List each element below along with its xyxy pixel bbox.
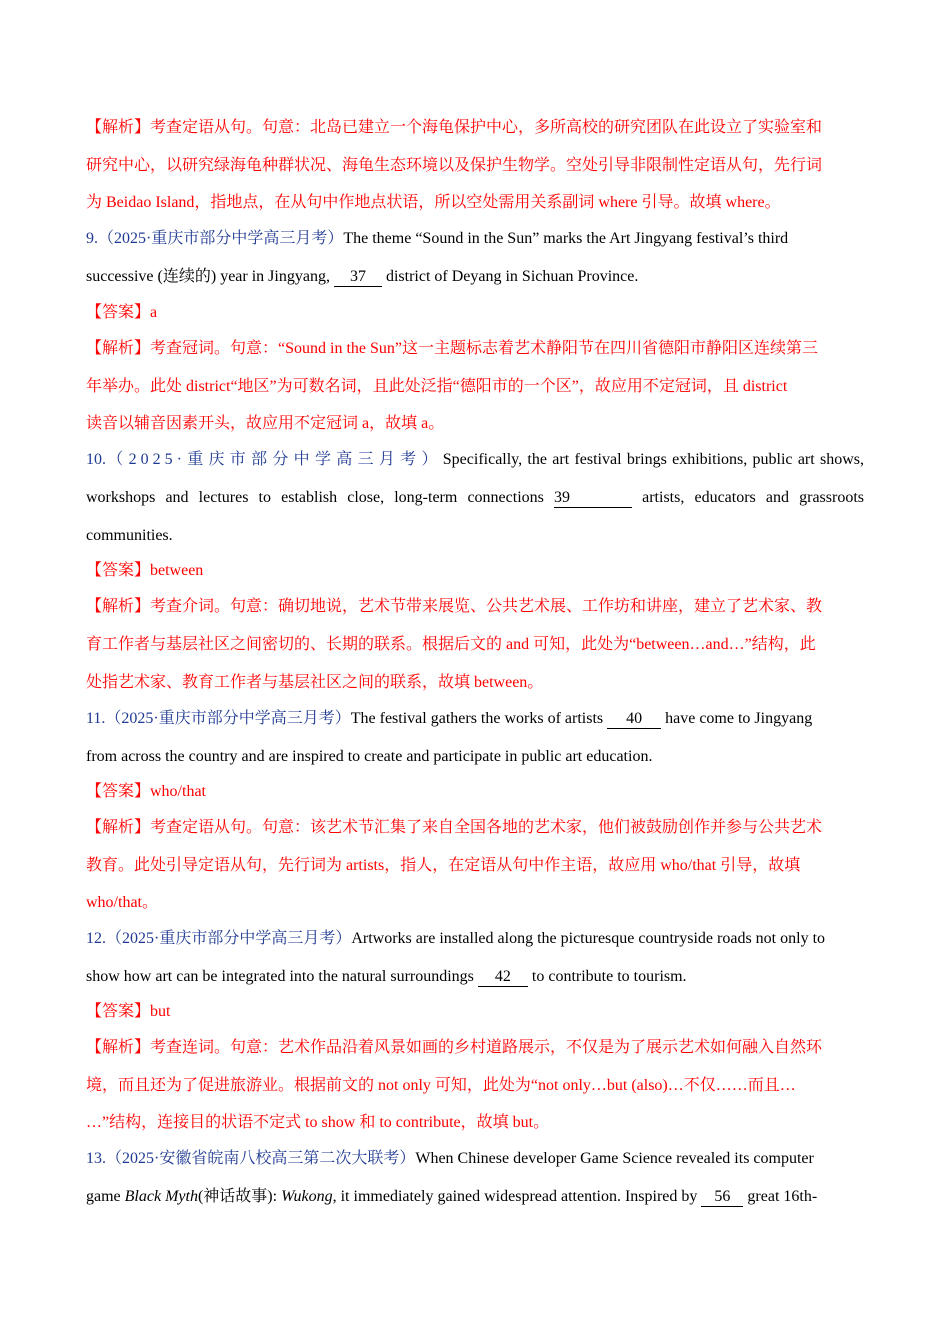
q10-text2b: artists, educators and grassroots: [632, 489, 864, 506]
q11-question-line2: from across the country and are inspired to create and participate in public art education.: [86, 748, 653, 765]
q12-answer: 【答案】but: [86, 1003, 171, 1020]
q10-blank: 39: [554, 489, 632, 508]
q9-analysis-line2: 年举办。此处 district“地区”为可数名词，且此处泛指“德阳市的一个区”，故应用不定冠词，且 district: [86, 378, 788, 395]
q10-analysis-line1: 【解析】考查介词。句意：确切地说，艺术节带来展览、公共艺术展、工作坊和讲座，建立了艺术家、教: [86, 598, 823, 615]
q11-text1a: The festival gathers the works of artists: [350, 710, 608, 727]
q13-game-title-part2: Wukong: [281, 1188, 333, 1205]
q10-question-line3: communities.: [86, 527, 173, 544]
q10-number: 10.: [86, 451, 106, 468]
q12-number: 12.: [86, 930, 106, 947]
q11-blank: 40: [607, 710, 661, 729]
q10-source: （2025·重庆市部分中学高三月考）: [106, 451, 443, 468]
q13-question-line2: [86, 1185, 864, 1209]
q12-question-line2: [86, 965, 864, 989]
q12-text2a: show how art can be integrated into the natural surroundings: [86, 968, 478, 985]
q10-analysis-line2: 育工作者与基层社区之间密切的、长期的联系。根据后文的 and 可知，此处为“between…and…”结构，此: [86, 636, 816, 653]
q10-question-line2: [86, 486, 864, 510]
q12-analysis-line2: 境，而且还为了促进旅游业。根据前文的 not only 可知，此处为“not only…but (also)…不仅……而且…: [86, 1077, 796, 1094]
q8-analysis-line3: 为 Beidao Island，指地点，在从句中作地点状语，所以空处需用关系副词 where 引导。故填 where。: [86, 194, 781, 211]
q9-text2a: successive (连续的) year in Jingyang,: [86, 268, 334, 285]
q11-text1b: have come to Jingyang: [661, 710, 813, 727]
q9-source: （2025·重庆市部分中学高三月考）: [98, 230, 344, 247]
q12-source: （2025·重庆市部分中学高三月考）: [106, 930, 352, 947]
q9-text2b: district of Deyang in Sichuan Province.: [381, 268, 639, 285]
q12-analysis-line1: 【解析】考查连词。句意：艺术作品沿着风景如画的乡村道路展示，不仅是为了展示艺术如何融入自然环: [86, 1039, 823, 1056]
q13-text2d: great 16th-: [743, 1188, 818, 1205]
q13-blank: 56: [701, 1188, 743, 1207]
q11-analysis-line3: who/that。: [86, 894, 158, 911]
q10-text2a: workshops and lectures to establish close, long-term connections: [86, 489, 554, 506]
q12-analysis-line3: …”结构，连接目的状语不定式 to show 和 to contribute，故填 but。: [86, 1114, 550, 1131]
q11-answer: 【答案】who/that: [86, 783, 206, 800]
q13-game-title-part1: Black Myth: [124, 1188, 198, 1205]
q9-answer: 【答案】a: [86, 304, 158, 321]
q11-question-line1: [86, 707, 864, 731]
q12-question-line1: [86, 927, 864, 951]
q12-text2b: to contribute to tourism.: [527, 968, 687, 985]
q10-analysis-line3: 处指艺术家、教育工作者与基层社区之间的联系，故填 between。: [86, 674, 544, 691]
q9-question-line2: [86, 265, 864, 289]
q11-number: 11.: [86, 710, 106, 727]
q10-text1: Specifically, the art festival brings exhibitions, public art shows,: [442, 451, 864, 468]
q8-analysis-line1: 【解析】考查定语从句。句意：北岛已建立一个海龟保护中心，多所高校的研究团队在此设立了实验室和: [86, 119, 823, 136]
q13-text2a: game: [86, 1188, 125, 1205]
q13-question-line1: [86, 1147, 864, 1171]
q13-text2b: (神话故事):: [197, 1188, 282, 1205]
q13-source: （2025·安徽省皖南八校高三第二次大联考）: [106, 1150, 416, 1167]
q11-source: （2025·重庆市部分中学高三月考）: [105, 710, 351, 727]
q9-analysis-line1: 【解析】考查冠词。句意：“Sound in the Sun”这一主题标志着艺术静阳节在四川省德阳市静阳区连续第三: [86, 340, 818, 357]
q12-blank: 42: [478, 968, 528, 987]
q10-answer: 【答案】between: [86, 562, 204, 579]
q9-number: 9.: [86, 230, 98, 247]
q9-analysis-line3: 读音以辅音因素开头，故应用不定冠词 a，故填 a。: [86, 415, 445, 432]
q8-analysis-line2: 研究中心，以研究绿海龟种群状况、海龟生态环境以及保护生物学。空处引导非限制性定语从句，先行词: [86, 157, 823, 174]
q10-question-line1: [86, 448, 864, 472]
q9-question-line1: [86, 227, 864, 251]
q11-analysis-line2: 教育。此处引导定语从句，先行词为 artists，指人，在定语从句中作主语，故应用 who/that 引导，故填: [86, 857, 801, 874]
q12-text1: Artworks are installed along the picturesque countryside roads not only to: [351, 930, 826, 947]
q13-number: 13.: [86, 1150, 106, 1167]
q9-blank: 37: [334, 268, 382, 287]
q11-analysis-line1: 【解析】考查定语从句。句意：该艺术节汇集了来自全国各地的艺术家，他们被鼓励创作并参与公共艺术: [86, 819, 823, 836]
q13-text2c: , it immediately gained widespread attention. Inspired by: [332, 1188, 702, 1205]
q9-text1: The theme “Sound in the Sun” marks the Art Jingyang festival’s third: [343, 230, 789, 247]
q13-text1: When Chinese developer Game Science revealed its computer: [415, 1150, 814, 1167]
